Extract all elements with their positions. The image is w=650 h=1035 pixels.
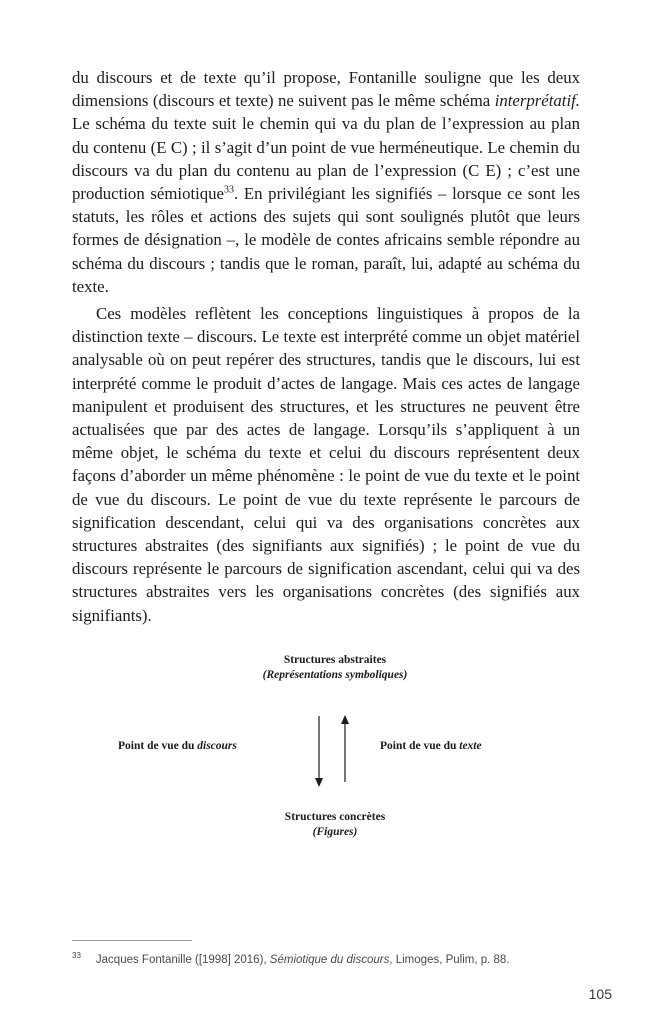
diagram-right-label — [380, 739, 482, 753]
arrow-up-icon — [341, 715, 349, 782]
diagram-left-label-italic: discours — [197, 740, 237, 752]
paragraph-1-italic: interprétatif. — [494, 91, 580, 111]
diagram-top-subtitle — [235, 668, 435, 682]
diagram-bottom-subtitle — [240, 825, 430, 839]
paragraph-1-text-c: . En privilégiant les signifiés – lorsque ce sont les statuts, les rôles et actions des sujets qui sont soulignés plutôt que leurs formes de désignation –, le modèle de contes africains semble répondre au schéma du discours ; tandis que le roman, paraît, lui, adapté au schéma du texte. — [72, 184, 580, 296]
footnote-number: 33 — [72, 951, 81, 960]
footnote — [72, 951, 592, 966]
footnote-reference[interactable]: 33 — [224, 184, 235, 196]
footnote-title: Sémiotique du discours — [269, 953, 390, 966]
page-number: 105 — [588, 986, 612, 1002]
diagram-top-title: Structures abstraites — [283, 654, 387, 666]
footnote-divider — [72, 940, 192, 941]
diagram-bottom-title: Structures concrètes — [284, 811, 386, 823]
paragraph-1-text-a: du discours et de texte qu’il propose, Fontanille souligne que les deux dimensions (discours et texte) ne suivent pas le même schéma — [72, 68, 580, 111]
paragraph-1-text-b: Le schéma du texte suit le chemin qui va du plan de l’expression au plan du contenu (E C) ; il s’agit d’un point de vue herméneutique. Le chemin du discours va du plan du contenu au plan de l’expression (C E) ; c’est une production sémiotique — [72, 114, 580, 204]
diagram-left-label-prefix: Point de vue du — [118, 740, 198, 752]
footnote-text-b: , Limoges, Pulim, p. 88. — [389, 953, 510, 966]
diagram-bottom-subtitle-text: (Figures) — [312, 826, 358, 838]
diagram-top-subtitle-text: (Représentations symboliques) — [262, 669, 408, 681]
footnote-text-a: Jacques Fontanille ([1998] 2016), — [95, 953, 270, 966]
paragraph-2: Ces modèles reflètent les conceptions linguistiques à propos de la distinction texte – discours. Le texte est interprété comme un objet matériel analysable où on peut repérer des structures, tandis que le discours, lui est interprété comme le produit d’actes de langage. Mais ces actes de langage manipulent et produisent des structures, et les structures ne peuvent être actualisées que par des actes de langage. Lorsqu’ils s’appliquent à un même objet, le schéma du texte et celui du discours représentent deux façons d’aborder un même phénomène : le point de vue du texte et le point de vue du discours. Le point de vue du texte représente le parcours de signification descendant, celui qui va des organisations concrètes aux structures abstraites (des signifiants aux signifiés) ; le point de vue du discours représente le parcours de signification ascendant, celui qui va des structures abstraites vers les organisations concrètes (des signifiés aux signifiants). — [72, 304, 580, 625]
paragraph-1 — [72, 66, 580, 298]
main-text — [72, 66, 580, 627]
diagram-right-label-italic: texte — [459, 740, 482, 752]
arrow-down-icon — [315, 716, 323, 787]
diagram-arrows — [300, 710, 360, 790]
diagram-left-label — [118, 739, 237, 753]
diagram-right-label-prefix: Point de vue du — [380, 740, 460, 752]
